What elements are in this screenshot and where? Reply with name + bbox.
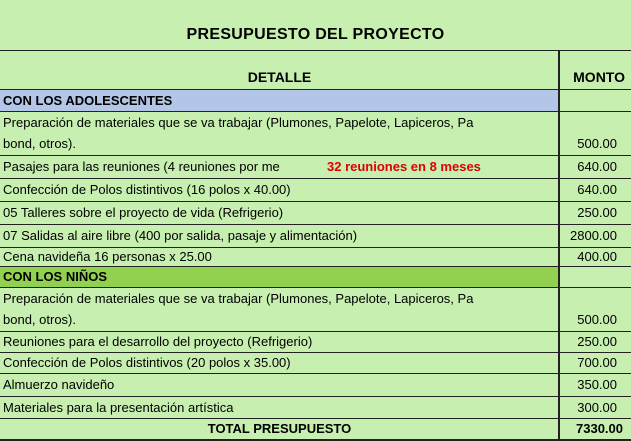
red-note: 32 reuniones en 8 meses xyxy=(327,159,481,174)
detail-cell: Confección de Polos distintivos (20 polos x 35.00) xyxy=(3,355,291,370)
amount-cell: 300.00 xyxy=(577,400,617,415)
table-row xyxy=(0,248,631,266)
section-ninos-row xyxy=(0,267,631,287)
table-row xyxy=(0,179,631,201)
total-amount: 7330.00 xyxy=(576,421,623,436)
detail-cell: 05 Talleres sobre el proyecto de vida (Refrigerio) xyxy=(3,205,284,220)
section-adolescentes-label: CON LOS ADOLESCENTES xyxy=(0,90,559,111)
table-row xyxy=(0,397,631,418)
page-title: PRESUPUESTO DEL PROYECTO xyxy=(186,26,445,43)
detail-column-header: DETALLE xyxy=(247,69,312,85)
table-row xyxy=(0,288,631,331)
amount-cell: 500.00 xyxy=(577,136,617,151)
amount-cell: 250.00 xyxy=(577,334,617,349)
amount-cell: 2800.00 xyxy=(570,228,617,243)
table-row xyxy=(0,353,631,373)
detail-line-1: Preparación de materiales que se va trabajar (Plumones, Papelote, Lapiceros, Pa xyxy=(3,291,474,306)
section-ninos-label: CON LOS NIÑOS xyxy=(0,267,559,287)
detail-cell xyxy=(0,288,559,331)
column-divider xyxy=(558,51,560,441)
total-label: TOTAL PRESUPUESTO xyxy=(207,421,352,436)
table-row xyxy=(0,202,631,224)
title-row xyxy=(0,0,631,50)
detail-line-1: Preparación de materiales que se va trabajar (Plumones, Papelote, Lapiceros, Pa xyxy=(3,115,474,130)
table-row xyxy=(0,332,631,352)
detail-text: Pasajes para las reuniones (4 reuniones por me xyxy=(3,159,280,174)
header-row xyxy=(0,51,631,89)
total-row xyxy=(0,419,631,439)
detail-cell: Confección de Polos distintivos (16 polos x 40.00) xyxy=(3,182,291,197)
amount-cell: 250.00 xyxy=(577,205,617,220)
table-row xyxy=(0,225,631,247)
detail-cell: Almuerzo navideño xyxy=(3,377,115,392)
amount-cell: 500.00 xyxy=(577,312,617,327)
amount-cell: 640.00 xyxy=(577,182,617,197)
detail-line-2: bond, otros). xyxy=(3,312,76,327)
table-row xyxy=(0,112,631,155)
amount-cell: 640.00 xyxy=(577,159,617,174)
section-adolescentes-row xyxy=(0,90,631,111)
amount-column-header: MONTO xyxy=(573,69,625,85)
table-row xyxy=(0,156,631,178)
amount-cell: 700.00 xyxy=(577,355,617,370)
detail-cell xyxy=(0,156,559,178)
detail-cell xyxy=(0,112,559,155)
amount-cell: 350.00 xyxy=(577,377,617,392)
detail-cell: Cena navideña 16 personas x 25.00 xyxy=(3,249,212,264)
detail-cell: Reuniones para el desarrollo del proyecto (Refrigerio) xyxy=(3,334,313,349)
detail-cell: Materiales para la presentación artística xyxy=(3,400,234,415)
table-row xyxy=(0,374,631,396)
detail-cell: 07 Salidas al aire libre (400 por salida, pasaje y alimentación) xyxy=(3,228,358,243)
amount-cell: 400.00 xyxy=(577,249,617,264)
detail-line-2: bond, otros). xyxy=(3,136,76,151)
